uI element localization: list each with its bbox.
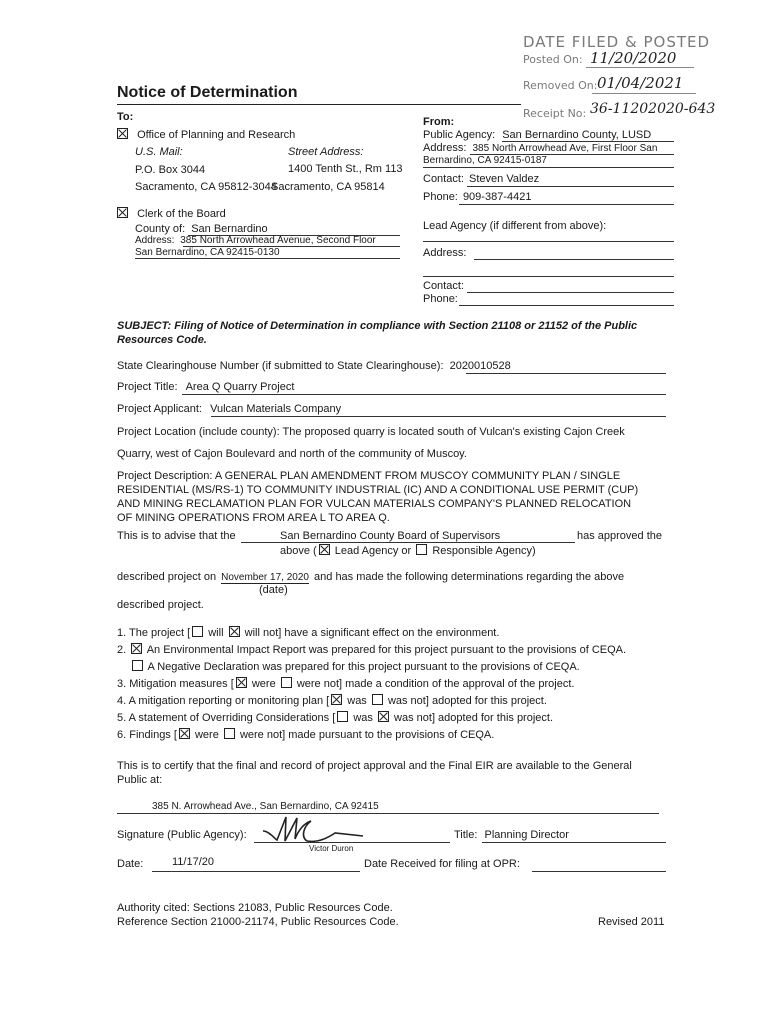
authority-cited: Authority cited: Sections 21083, Public Resources Code.	[117, 902, 393, 914]
posted-on-label: Posted On:	[523, 53, 583, 66]
eir-label: An Environmental Impact Report was prepared for this project pursuant to the provisions of CEQA.	[146, 644, 627, 656]
lead-agency-checkbox[interactable]	[319, 544, 330, 555]
lead-contact-label: Contact:	[423, 280, 464, 292]
description-line3: AND MINING RECLAMATION PLAN FOR VULCAN MATERIALS COMPANY'S PLANNED RELOCATION	[117, 498, 632, 510]
reference-section: Reference Section 21000-21174, Public Resources Code.	[117, 916, 399, 928]
date-value: 11/17/20	[172, 856, 215, 868]
sch-value: 2020010528	[449, 360, 511, 372]
title-sig-label: Title:	[454, 829, 478, 841]
opr-checkbox[interactable]	[117, 128, 128, 139]
det5-was-not-label: was not] adopted for this project.	[394, 712, 554, 724]
date-filed-stamp-title: DATE FILED & POSTED	[523, 33, 711, 51]
clerk-address-value: 385 North Arrowhead Avenue, Second Floor	[180, 235, 376, 246]
det3-were-label: were	[251, 678, 276, 690]
det1-will-checkbox[interactable]	[192, 626, 203, 637]
project-title-value: Area Q Quarry Project	[185, 381, 295, 393]
clerk-address-row	[135, 235, 376, 246]
phone-row	[423, 191, 531, 203]
clerk-checkbox[interactable]	[117, 207, 128, 218]
applicant-label: Project Applicant:	[117, 403, 202, 415]
removed-on-label: Removed On:	[523, 79, 598, 92]
sch-label: State Clearinghouse Number (if submitted to State Clearinghouse):	[117, 360, 444, 372]
from-address-label: Address:	[423, 142, 467, 154]
negative-declaration-label: A Negative Declaration was prepared for this project pursuant to the provisions of CEQA.	[147, 661, 580, 673]
det6-were-not-label: were not] made pursuant to the provisions of CEQA.	[239, 729, 495, 741]
det3-were-checkbox[interactable]	[236, 677, 247, 688]
det4-was-not-checkbox[interactable]	[372, 694, 383, 705]
street-address-heading: Street Address:	[288, 146, 364, 158]
det5-was-label: was	[353, 712, 373, 724]
signature-label: Signature (Public Agency):	[117, 829, 247, 841]
det2-prefix: 2.	[117, 644, 127, 656]
negative-declaration-checkbox[interactable]	[132, 660, 143, 671]
det3-were-not-checkbox[interactable]	[281, 677, 292, 688]
subject-line2: Resources Code.	[117, 334, 207, 346]
det1-will-not-label: will not] have a significant effect on the environment.	[244, 627, 500, 639]
project-title-row	[117, 381, 294, 393]
det4-prefix: 4. A mitigation reporting or monitoring plan [	[117, 695, 330, 707]
determination-6	[117, 728, 494, 741]
determination-2	[117, 643, 626, 656]
described-project: described project.	[117, 599, 204, 611]
county-label: County of:	[135, 223, 186, 235]
det6-were-not-checkbox[interactable]	[224, 728, 235, 739]
from-address-value2: Bernardino, CA 92415-0187	[423, 155, 547, 166]
revised-date: Revised 2011	[598, 916, 665, 928]
advise-suffix: has approved the	[577, 530, 663, 542]
posted-on-value: 11/20/2020	[590, 49, 677, 67]
certify-line2: Public at:	[117, 774, 163, 786]
det3-were-not-label: were not] made a condition of the approval of the project.	[296, 678, 575, 690]
street-line2: Sacramento, CA 95814	[271, 181, 385, 193]
signer-name: Victor Duron	[309, 844, 354, 853]
location-line2: Quarry, west of Cajon Boulevard and north of the community of Muscoy.	[117, 448, 467, 460]
det1-will-label: will	[208, 627, 224, 639]
responsible-agency-option: Responsible Agency)	[432, 545, 536, 557]
county-value: San Bernardino	[191, 223, 268, 235]
receipt-no-value: 36-11202020-643	[590, 101, 716, 117]
project-title-label: Project Title:	[117, 381, 178, 393]
contact-label: Contact:	[423, 173, 464, 185]
advise-agency: San Bernardino County Board of Supervisors	[280, 530, 501, 542]
determination-4	[117, 694, 547, 707]
opr-row	[115, 128, 295, 141]
date-caption: (date)	[259, 584, 288, 596]
mail-line1: P.O. Box 3044	[135, 164, 206, 176]
lead-agency-label: Lead Agency (if different from above):	[423, 220, 607, 232]
det5-was-not-checkbox[interactable]	[378, 711, 389, 722]
description-line4: OF MINING OPERATIONS FROM AREA L TO AREA Q.	[117, 512, 390, 524]
contact-row	[423, 173, 539, 185]
advise-agency-type-row	[280, 544, 536, 557]
advise-prefix: This is to advise that the	[117, 530, 236, 542]
phone-label: Phone:	[423, 191, 458, 203]
from-address-value1: 385 North Arrowhead Ave, First Floor San	[472, 143, 658, 154]
determination-3	[117, 677, 574, 690]
described-date: November 17, 2020	[221, 572, 309, 583]
det3-prefix: 3. Mitigation measures [	[117, 678, 234, 690]
described-suffix: and has made the following determinations regarding the above	[314, 571, 625, 583]
lead-address-label: Address:	[423, 247, 467, 259]
certify-address: 385 N. Arrowhead Ave., San Bernardino, CA 92415	[152, 801, 379, 812]
applicant-value: Vulcan Materials Company	[210, 403, 342, 415]
description-line2: RESIDENTIAL (MS/RS-1) TO COMMUNITY INDUSTRIAL (IC) AND A CONDITIONAL USE PERMIT (CUP)	[117, 484, 639, 496]
description-line1: Project Description: A GENERAL PLAN AMENDMENT FROM MUSCOY COMMUNITY PLAN / SINGLE	[117, 470, 621, 482]
det5-prefix: 5. A statement of Overriding Considerations [	[117, 712, 336, 724]
det6-prefix: 6. Findings [	[117, 729, 177, 741]
from-address-row	[423, 142, 657, 154]
det4-was-checkbox[interactable]	[331, 694, 342, 705]
clerk-row	[115, 207, 226, 220]
public-agency-value: San Bernardino County, LUSD	[502, 129, 652, 141]
public-agency-label: Public Agency:	[423, 129, 496, 141]
contact-value: Steven Valdez	[469, 173, 540, 185]
sch-row	[117, 360, 511, 372]
subject-line1: SUBJECT: Filing of Notice of Determination in compliance with Section 21108 or 21152 of the Public	[117, 320, 638, 332]
title-sig-row	[454, 829, 569, 841]
to-label: To:	[117, 111, 134, 123]
clerk-address-line2: San Bernardino, CA 92415-0130	[135, 247, 280, 258]
det6-were-label: were	[194, 729, 219, 741]
location-line1: Project Location (include county): The proposed quarry is located south of Vulcan's existing Cajon Creek	[117, 426, 625, 438]
removed-on-value: 01/04/2021	[597, 74, 684, 92]
det5-was-checkbox[interactable]	[337, 711, 348, 722]
page-title: Notice of Determination	[117, 84, 298, 101]
title-sig-value: Planning Director	[484, 829, 569, 841]
received-label: Date Received for filing at OPR:	[364, 858, 520, 870]
determination-1	[117, 626, 499, 639]
responsible-agency-checkbox[interactable]	[416, 544, 427, 555]
eir-checkbox[interactable]	[131, 643, 142, 654]
mail-line2: Sacramento, CA 95812-3044	[135, 181, 277, 193]
from-label: From:	[423, 116, 455, 128]
det6-were-checkbox[interactable]	[179, 728, 190, 739]
lead-phone-label: Phone:	[423, 293, 458, 305]
lead-agency-option: Lead Agency or	[334, 545, 412, 557]
det4-was-label: was	[347, 695, 367, 707]
det4-was-not-label: was not] adopted for this project.	[387, 695, 547, 707]
county-row	[135, 223, 268, 235]
described-prefix: described project on	[117, 571, 217, 583]
determination-5	[117, 711, 553, 724]
opr-label: Office of Planning and Research	[137, 129, 296, 141]
advise-above: above (	[280, 545, 317, 557]
certify-line1: This is to certify that the final and record of project approval and the Final EIR are available to the General	[117, 760, 632, 772]
clerk-label: Clerk of the Board	[137, 208, 226, 220]
determination-2b	[130, 660, 580, 673]
public-agency-row	[423, 129, 651, 141]
phone-value: 909-387-4421	[462, 191, 532, 203]
det1-prefix: 1. The project [	[117, 627, 191, 639]
receipt-no-label: Receipt No:	[523, 107, 587, 120]
date-label: Date:	[117, 858, 144, 870]
applicant-row	[117, 403, 341, 415]
det1-will-not-checkbox[interactable]	[229, 626, 240, 637]
signature-image	[255, 809, 385, 847]
us-mail-heading: U.S. Mail:	[135, 146, 183, 158]
described-row	[117, 571, 624, 583]
clerk-address-label: Address:	[135, 235, 175, 246]
street-line1: 1400 Tenth St., Rm 113	[288, 163, 403, 175]
